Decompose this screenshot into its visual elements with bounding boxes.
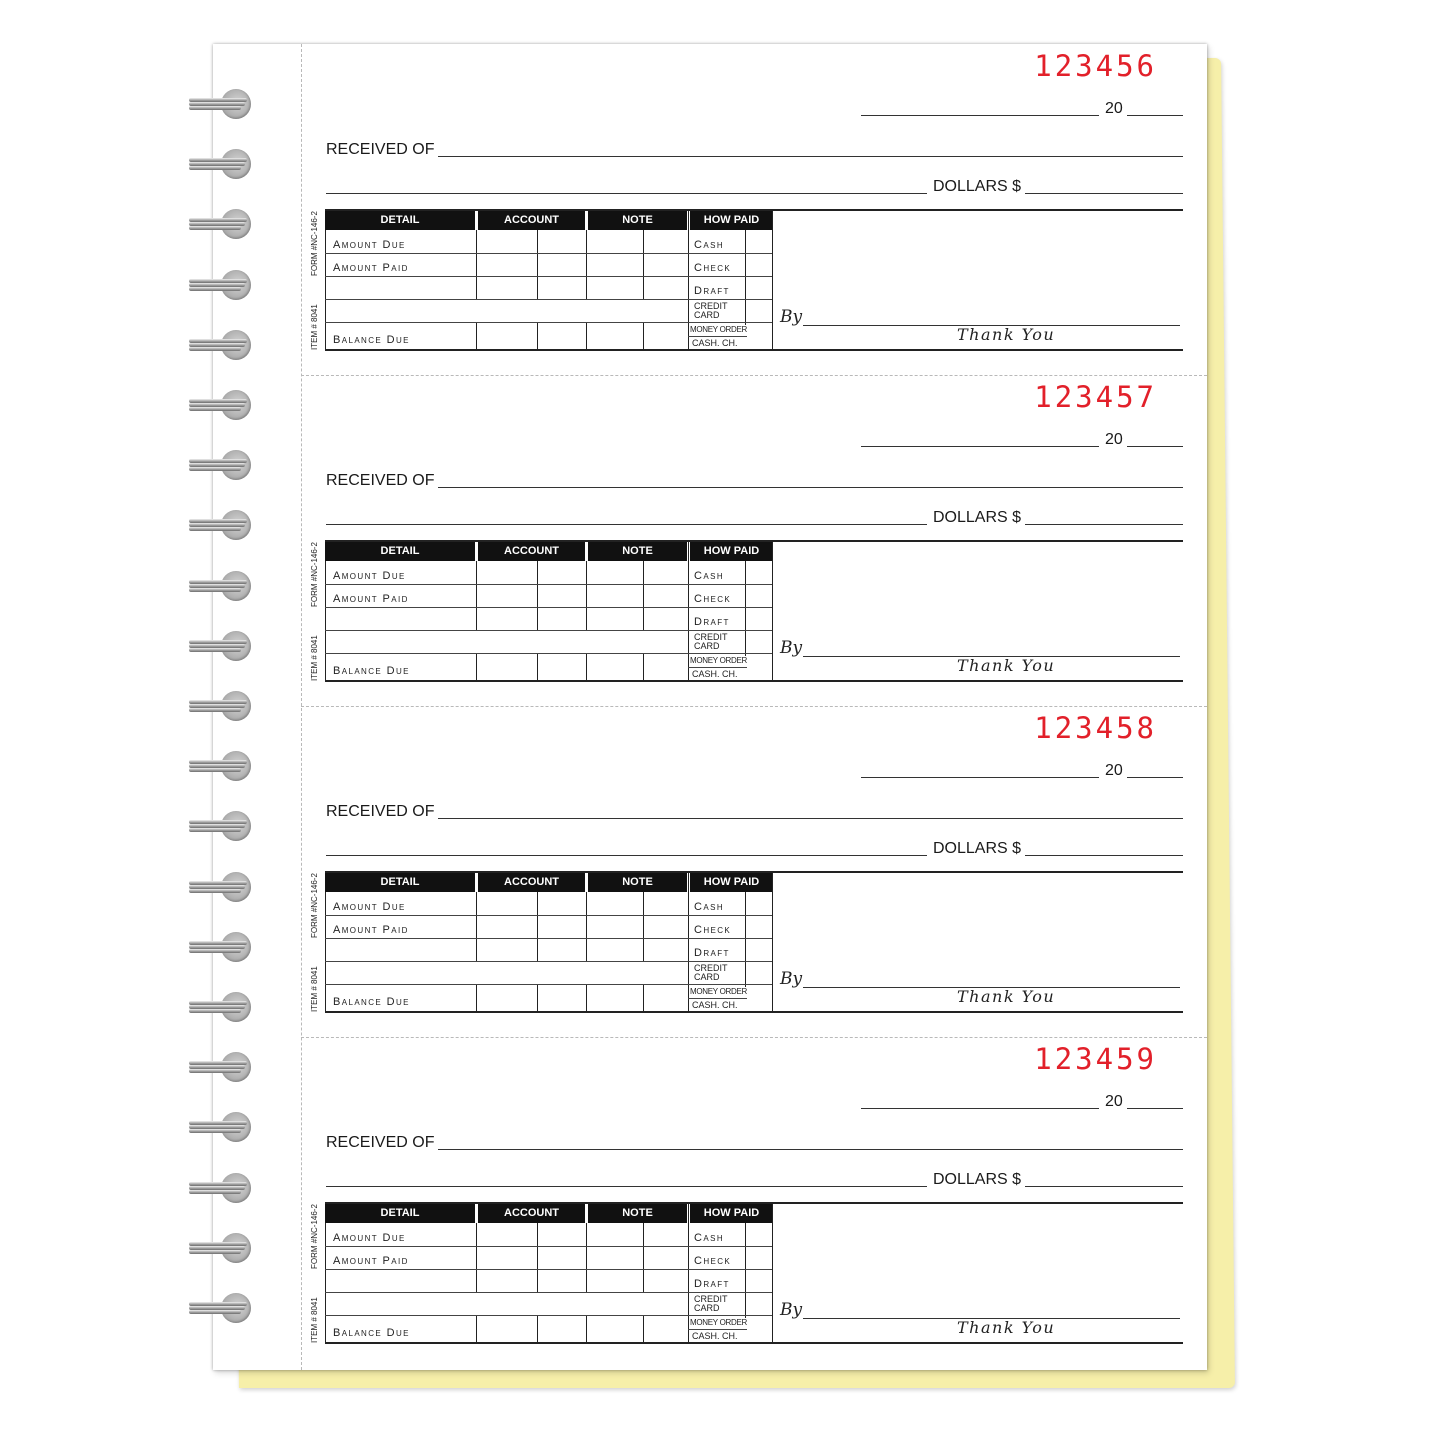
spiral-coil: [189, 98, 251, 110]
draft-label: Draft: [694, 616, 730, 628]
account-mid-lower: [537, 653, 538, 681]
how-paid-check-col: [745, 561, 746, 656]
note-mid-lower: [643, 984, 644, 1012]
date-line[interactable]: [861, 777, 1099, 778]
row-rule-2: [325, 1269, 772, 1270]
row-rule-1: [325, 584, 772, 585]
thank-you-text: Thank You: [957, 1318, 1056, 1337]
row-rule-3: [325, 630, 772, 631]
amount-words-line[interactable]: [326, 855, 927, 856]
money-order-label: MONEY ORDER: [690, 987, 748, 996]
date-line[interactable]: [861, 1108, 1099, 1109]
form-number: FORM #NC-146-2: [310, 211, 319, 276]
row-rule-balance: [325, 322, 688, 323]
row-rule-4: [688, 984, 772, 985]
money-order-label: MONEY ORDER: [690, 1318, 748, 1327]
received-of-label: RECEIVED OF: [326, 1134, 435, 1151]
dollar-amount-line[interactable]: [1025, 855, 1183, 856]
how-paid-header-text: HOW PAID: [703, 876, 760, 888]
note-header-text: NOTE: [622, 876, 653, 888]
by-label: By: [780, 638, 803, 658]
cashiers-check-label: CASH. CH.: [692, 338, 738, 348]
note-mid-upper: [643, 892, 644, 962]
note-header-text: NOTE: [622, 214, 653, 226]
detail-divider-upper: [476, 561, 477, 631]
year-prefix: 20: [1105, 1093, 1123, 1110]
detail-header-text: DETAIL: [380, 876, 420, 888]
spiral-coil: [189, 580, 251, 592]
row-rule-money-order: [688, 336, 747, 337]
spiral-coil: [189, 760, 251, 772]
how-paid-check-col: [745, 1223, 746, 1318]
draft-label: Draft: [694, 285, 730, 297]
note-divider: [688, 1204, 689, 1343]
item-number: ITEM # 8041: [310, 635, 319, 681]
detail-divider-upper: [476, 1223, 477, 1293]
account-divider-upper: [586, 230, 587, 300]
receipt: [301, 706, 1207, 1037]
amount-due-label: Amount Due: [333, 239, 406, 251]
item-number: ITEM # 8041: [310, 966, 319, 1012]
table-bottom-rule: [325, 1342, 1183, 1344]
spiral-coil: [189, 1242, 251, 1254]
cashiers-check-label: CASH. CH.: [692, 1331, 738, 1341]
how-paid-divider: [772, 542, 773, 681]
amount-paid-label: Amount Paid: [333, 593, 409, 605]
cashiers-check-label: CASH. CH.: [692, 669, 738, 679]
account-divider-lower: [586, 653, 587, 681]
account-divider-upper: [586, 561, 587, 631]
spiral-coil: [189, 459, 251, 471]
cash-label: Cash: [694, 901, 724, 913]
credit-label: CREDIT: [694, 1294, 728, 1304]
note-mid-upper: [643, 1223, 644, 1293]
by-label: By: [780, 307, 803, 327]
card-label: CARD: [694, 1303, 720, 1313]
note-mid-lower: [643, 322, 644, 350]
note-divider: [688, 542, 689, 681]
row-rule-3: [325, 961, 772, 962]
spiral-coil: [189, 158, 251, 170]
year-prefix: 20: [1105, 762, 1123, 779]
item-number: ITEM # 8041: [310, 1297, 319, 1343]
year-prefix: 20: [1105, 100, 1123, 117]
account-divider-lower: [586, 1315, 587, 1343]
dollar-amount-line[interactable]: [1025, 1186, 1183, 1187]
amount-paid-label: Amount Paid: [333, 262, 409, 274]
row-rule-3: [325, 1292, 772, 1293]
amount-paid-label: Amount Paid: [333, 1255, 409, 1267]
amount-paid-label: Amount Paid: [333, 924, 409, 936]
cashiers-check-label: CASH. CH.: [692, 1000, 738, 1010]
spiral-coil: [189, 640, 251, 652]
note-mid-lower: [643, 653, 644, 681]
row-rule-money-order: [688, 998, 747, 999]
received-of-line[interactable]: [438, 156, 1183, 157]
year-line[interactable]: [1127, 1108, 1183, 1109]
row-rule-4: [688, 322, 772, 323]
detail-divider-lower: [476, 322, 477, 350]
row-rule-3: [325, 299, 772, 300]
account-header-text: ACCOUNT: [504, 876, 559, 888]
form-number: FORM #NC-146-2: [310, 873, 319, 938]
table-bottom-rule: [325, 349, 1183, 351]
note-divider: [688, 211, 689, 350]
note-mid-upper: [643, 561, 644, 631]
table-left-border: [325, 230, 326, 350]
note-divider: [688, 873, 689, 1012]
dollars-label: DOLLARS $: [933, 178, 1022, 195]
date-line[interactable]: [861, 446, 1099, 447]
account-mid-upper: [537, 230, 538, 300]
account-divider-lower: [586, 322, 587, 350]
balance-due-label: Balance Due: [333, 1327, 410, 1339]
spiral-coil: [189, 820, 251, 832]
card-label: CARD: [694, 972, 720, 982]
spiral-coil: [189, 1121, 251, 1133]
how-paid-check-col: [745, 892, 746, 987]
account-divider-lower: [586, 984, 587, 1012]
check-label: Check: [694, 593, 732, 605]
table-left-border: [325, 561, 326, 681]
spiral-coil: [189, 279, 251, 291]
draft-label: Draft: [694, 947, 730, 959]
dollar-amount-line[interactable]: [1025, 193, 1183, 194]
how-paid-divider: [772, 211, 773, 350]
credit-label: CREDIT: [694, 632, 728, 642]
form-number: FORM #NC-146-2: [310, 542, 319, 607]
dollar-amount-line[interactable]: [1025, 524, 1183, 525]
date-line[interactable]: [861, 115, 1099, 116]
receipt: [301, 1037, 1207, 1368]
received-of-label: RECEIVED OF: [326, 803, 435, 820]
amount-due-label: Amount Due: [333, 570, 406, 582]
spiral-coil: [189, 1001, 251, 1013]
received-of-line[interactable]: [438, 1149, 1183, 1150]
amount-words-line[interactable]: [326, 1186, 927, 1187]
receipt-number: 123459: [1034, 1042, 1157, 1076]
year-line[interactable]: [1127, 446, 1183, 447]
detail-divider-lower: [476, 984, 477, 1012]
check-label: Check: [694, 262, 732, 274]
item-number: ITEM # 8041: [310, 304, 319, 350]
row-rule-2: [325, 607, 772, 608]
account-mid-upper: [537, 892, 538, 962]
detail-divider-lower: [476, 1315, 477, 1343]
row-rule-1: [325, 915, 772, 916]
table-left-border: [325, 892, 326, 1012]
detail-header-text: DETAIL: [380, 545, 420, 557]
received-of-line[interactable]: [438, 487, 1183, 488]
dollars-label: DOLLARS $: [933, 1171, 1022, 1188]
dollars-label: DOLLARS $: [933, 509, 1022, 526]
account-mid-lower: [537, 322, 538, 350]
thank-you-text: Thank You: [957, 656, 1056, 675]
account-mid-upper: [537, 1223, 538, 1293]
check-label: Check: [694, 924, 732, 936]
spiral-coil: [189, 941, 251, 953]
row-rule-balance: [325, 1315, 688, 1316]
note-mid-lower: [643, 1315, 644, 1343]
credit-label: CREDIT: [694, 963, 728, 973]
received-of-label: RECEIVED OF: [326, 141, 435, 158]
year-line[interactable]: [1127, 777, 1183, 778]
account-divider-upper: [586, 892, 587, 962]
detail-divider-upper: [476, 892, 477, 962]
spiral-coil: [189, 1182, 251, 1194]
by-label: By: [780, 1300, 803, 1320]
receipt-page: [213, 44, 1207, 1370]
payment-table: [325, 873, 1183, 1013]
row-rule-1: [325, 253, 772, 254]
cash-label: Cash: [694, 1232, 724, 1244]
account-header-text: ACCOUNT: [504, 214, 559, 226]
dollars-label: DOLLARS $: [933, 840, 1022, 857]
draft-label: Draft: [694, 1278, 730, 1290]
account-mid-lower: [537, 984, 538, 1012]
spiral-coil: [189, 881, 251, 893]
detail-divider-upper: [476, 230, 477, 300]
detail-header-text: DETAIL: [380, 1207, 420, 1219]
card-label: CARD: [694, 641, 720, 651]
receipt-number: 123458: [1034, 711, 1157, 745]
perforation-line: [301, 706, 1207, 707]
row-rule-money-order: [688, 1329, 747, 1330]
spiral-coil: [189, 339, 251, 351]
money-order-label: MONEY ORDER: [690, 656, 748, 665]
credit-label: CREDIT: [694, 301, 728, 311]
account-header-text: ACCOUNT: [504, 545, 559, 557]
how-paid-header-text: HOW PAID: [703, 545, 760, 557]
amount-due-label: Amount Due: [333, 1232, 406, 1244]
by-label: By: [780, 969, 803, 989]
spiral-coil: [189, 700, 251, 712]
account-mid-upper: [537, 561, 538, 631]
row-rule-1: [325, 1246, 772, 1247]
how-paid-header-text: HOW PAID: [703, 214, 760, 226]
note-mid-upper: [643, 230, 644, 300]
balance-due-label: Balance Due: [333, 996, 410, 1008]
note-header-text: NOTE: [622, 545, 653, 557]
receipt: [301, 44, 1207, 375]
payment-table: [325, 211, 1183, 351]
row-rule-balance: [325, 984, 688, 985]
how-paid-check-col: [745, 230, 746, 325]
receipt-number: 123457: [1034, 380, 1157, 414]
amount-words-line[interactable]: [326, 524, 927, 525]
how-paid-divider: [772, 873, 773, 1012]
row-rule-2: [325, 938, 772, 939]
cash-label: Cash: [694, 570, 724, 582]
receipt-number: 123456: [1034, 49, 1157, 83]
payment-table: [325, 1204, 1183, 1344]
account-header-text: ACCOUNT: [504, 1207, 559, 1219]
row-rule-4: [688, 653, 772, 654]
year-line[interactable]: [1127, 115, 1183, 116]
form-number: FORM #NC-146-2: [310, 1204, 319, 1269]
balance-due-label: Balance Due: [333, 665, 410, 677]
spiral-coil: [189, 399, 251, 411]
received-of-line[interactable]: [438, 818, 1183, 819]
account-mid-lower: [537, 1315, 538, 1343]
account-divider-upper: [586, 1223, 587, 1293]
table-bottom-rule: [325, 680, 1183, 682]
spiral-coil: [189, 218, 251, 230]
detail-header-text: DETAIL: [380, 214, 420, 226]
spiral-coil: [189, 1061, 251, 1073]
amount-words-line[interactable]: [326, 193, 927, 194]
cash-label: Cash: [694, 239, 724, 251]
detail-divider-lower: [476, 653, 477, 681]
received-of-label: RECEIVED OF: [326, 472, 435, 489]
spiral-coil: [189, 1302, 251, 1314]
note-header-text: NOTE: [622, 1207, 653, 1219]
table-left-border: [325, 1223, 326, 1343]
thank-you-text: Thank You: [957, 325, 1056, 344]
year-prefix: 20: [1105, 431, 1123, 448]
card-label: CARD: [694, 310, 720, 320]
money-order-label: MONEY ORDER: [690, 325, 748, 334]
row-rule-money-order: [688, 667, 747, 668]
table-bottom-rule: [325, 1011, 1183, 1013]
thank-you-text: Thank You: [957, 987, 1056, 1006]
perforation-line: [301, 1037, 1207, 1038]
how-paid-header-text: HOW PAID: [703, 1207, 760, 1219]
balance-due-label: Balance Due: [333, 334, 410, 346]
perforation-line: [301, 375, 1207, 376]
check-label: Check: [694, 1255, 732, 1267]
row-rule-4: [688, 1315, 772, 1316]
receipt: [301, 375, 1207, 706]
how-paid-divider: [772, 1204, 773, 1343]
amount-due-label: Amount Due: [333, 901, 406, 913]
payment-table: [325, 542, 1183, 682]
row-rule-balance: [325, 653, 688, 654]
row-rule-2: [325, 276, 772, 277]
spiral-coil: [189, 519, 251, 531]
